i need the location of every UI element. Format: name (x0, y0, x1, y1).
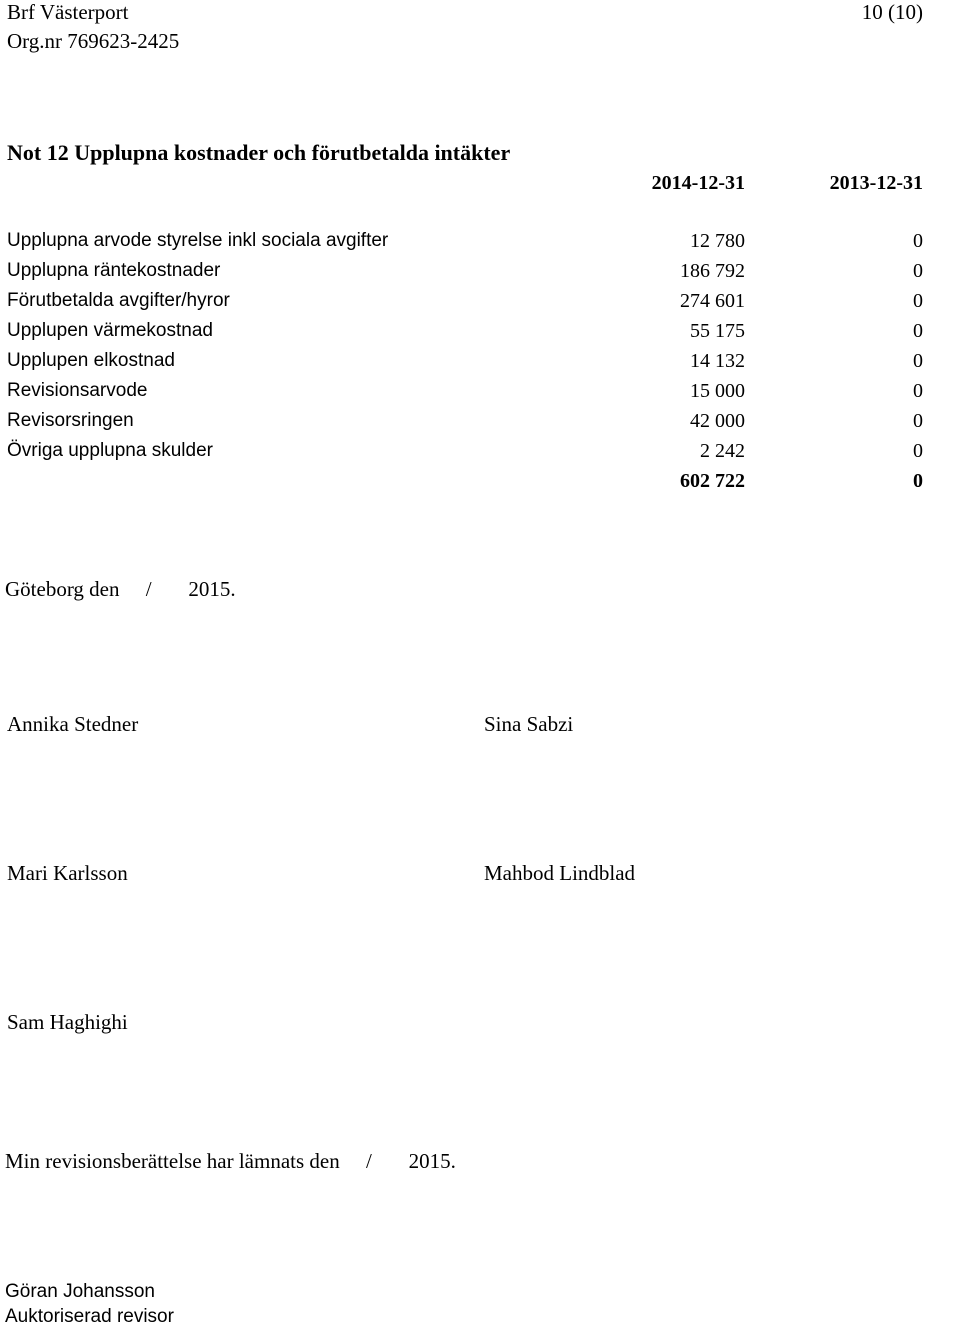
table-row (0, 256, 960, 286)
org-name: Brf Västerport (7, 0, 129, 24)
row-label: Revisorsringen (7, 410, 134, 431)
place-date: Göteborg den / 2015. (5, 577, 236, 601)
row-label: Upplupen elkostnad (7, 350, 175, 371)
table-row (0, 436, 960, 466)
row-value-2014: 42 000 (690, 410, 745, 432)
row-value-2013: 0 (913, 320, 923, 342)
row-value-2013: 0 (913, 440, 923, 462)
org-number: Org.nr 769623-2425 (7, 29, 180, 53)
row-label: Övriga upplupna skulder (7, 440, 213, 461)
page-number: 10 (10) (861, 0, 923, 24)
row-label: Upplupen värmekostnad (7, 320, 213, 341)
column-heading-2013: 2013-12-31 (829, 172, 923, 194)
table-row (0, 376, 960, 406)
signatory-name: Annika Stedner (7, 712, 139, 736)
row-value-2013: 0 (913, 410, 923, 432)
table-row (0, 286, 960, 316)
auditor-title: Auktoriserad revisor (5, 1306, 174, 1327)
total-value-2013: 0 (913, 470, 923, 492)
total-row (0, 466, 960, 496)
row-value-2014: 55 175 (690, 320, 745, 342)
row-value-2013: 0 (913, 290, 923, 312)
row-value-2014: 2 242 (700, 440, 745, 462)
row-label: Upplupna arvode styrelse inkl sociala avgifter (7, 230, 389, 251)
table-row (0, 346, 960, 376)
row-value-2013: 0 (913, 350, 923, 372)
auditor-name: Göran Johansson (5, 1281, 155, 1302)
row-value-2014: 15 000 (690, 380, 745, 402)
audit-statement: Min revisionsberättelse har lämnats den / 2015. (5, 1149, 456, 1173)
row-label: Upplupna räntekostnader (7, 260, 221, 281)
table-row (0, 226, 960, 256)
row-value-2013: 0 (913, 380, 923, 402)
table-row (0, 406, 960, 436)
row-value-2014: 12 780 (690, 230, 745, 252)
signatory-name: Mahbod Lindblad (484, 861, 636, 885)
column-heading-2014: 2014-12-31 (651, 172, 745, 194)
row-label: Förutbetalda avgifter/hyror (7, 290, 230, 311)
signatory-name: Sam Haghighi (7, 1010, 128, 1034)
note-title: Not 12 Upplupna kostnader och förutbetalda intäkter (7, 140, 511, 165)
signatory-name: Sina Sabzi (484, 712, 574, 736)
row-label: Revisionsarvode (7, 380, 148, 401)
table-row (0, 316, 960, 346)
row-value-2013: 0 (913, 230, 923, 252)
total-value-2014: 602 722 (680, 470, 745, 492)
row-value-2013: 0 (913, 260, 923, 282)
row-value-2014: 274 601 (680, 290, 745, 312)
row-value-2014: 14 132 (690, 350, 745, 372)
row-value-2014: 186 792 (680, 260, 745, 282)
signatory-name: Mari Karlsson (7, 861, 128, 885)
